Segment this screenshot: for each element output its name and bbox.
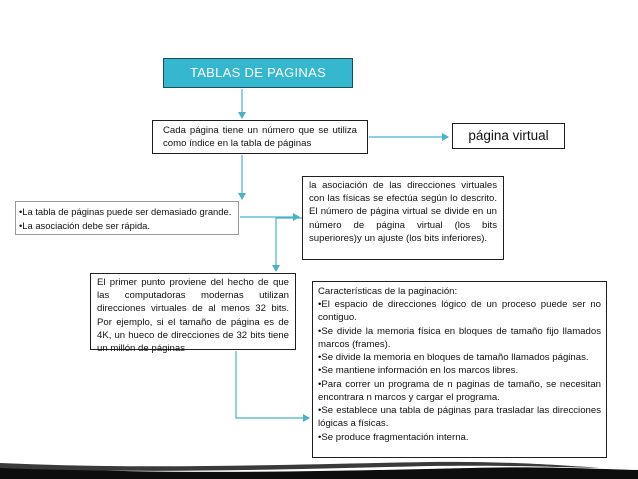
characteristics-item: •Se produce fragmentación interna. — [318, 431, 469, 443]
characteristics-item: •Se divide la memoria en bloques de tamaño llamados páginas. — [318, 352, 589, 364]
characteristics-item: •Para correr un programa de n paginas de tamaño, se necesitan encontrara n marcos y cargar el programa. — [318, 378, 601, 403]
association-text: la asociación de las direcciones virtuales con las físicas se efectúa según lo descrito. El número de página virtual se divide en un número de página virtual (los bits superiores)y un ajuste (los bits inferiores). — [309, 180, 497, 244]
characteristics-item: •Se mantiene información en los marcos libres. — [318, 365, 519, 377]
virtual-page-text: página virtual — [468, 127, 549, 143]
issues-item: •La tabla de páginas puede ser demasiado grande. — [19, 206, 232, 217]
title-text: TABLAS DE PAGINAS — [189, 65, 327, 81]
characteristics-item: •El espacio de direcciones lógico de un proceso puede ser no contiguo. — [318, 299, 601, 324]
description-text: Cada página tiene un número que se utiliza como índice en la tabla de páginas — [163, 125, 357, 150]
characteristics-item: •Se divide la memoria física en bloques de tamaño fijo llamados marcos (frames). — [318, 325, 601, 350]
issues-item: •La asociación debe ser rápida. — [19, 219, 150, 231]
characteristics-item: •Se establece una tabla de páginas para trasladar las direcciones lógicas a físicas. — [318, 405, 601, 430]
characteristics-heading: Características de la paginación: — [318, 286, 458, 297]
first-point-text: El primer punto proviene del hecho de que las computadoras modernas utilizan direcciones virtuales de al menos 32 bits. Por ejemplo, si el tamaño de página es de 4K, un hueco de direcciones de 32 bits tiene un millón de páginas — [97, 277, 289, 355]
